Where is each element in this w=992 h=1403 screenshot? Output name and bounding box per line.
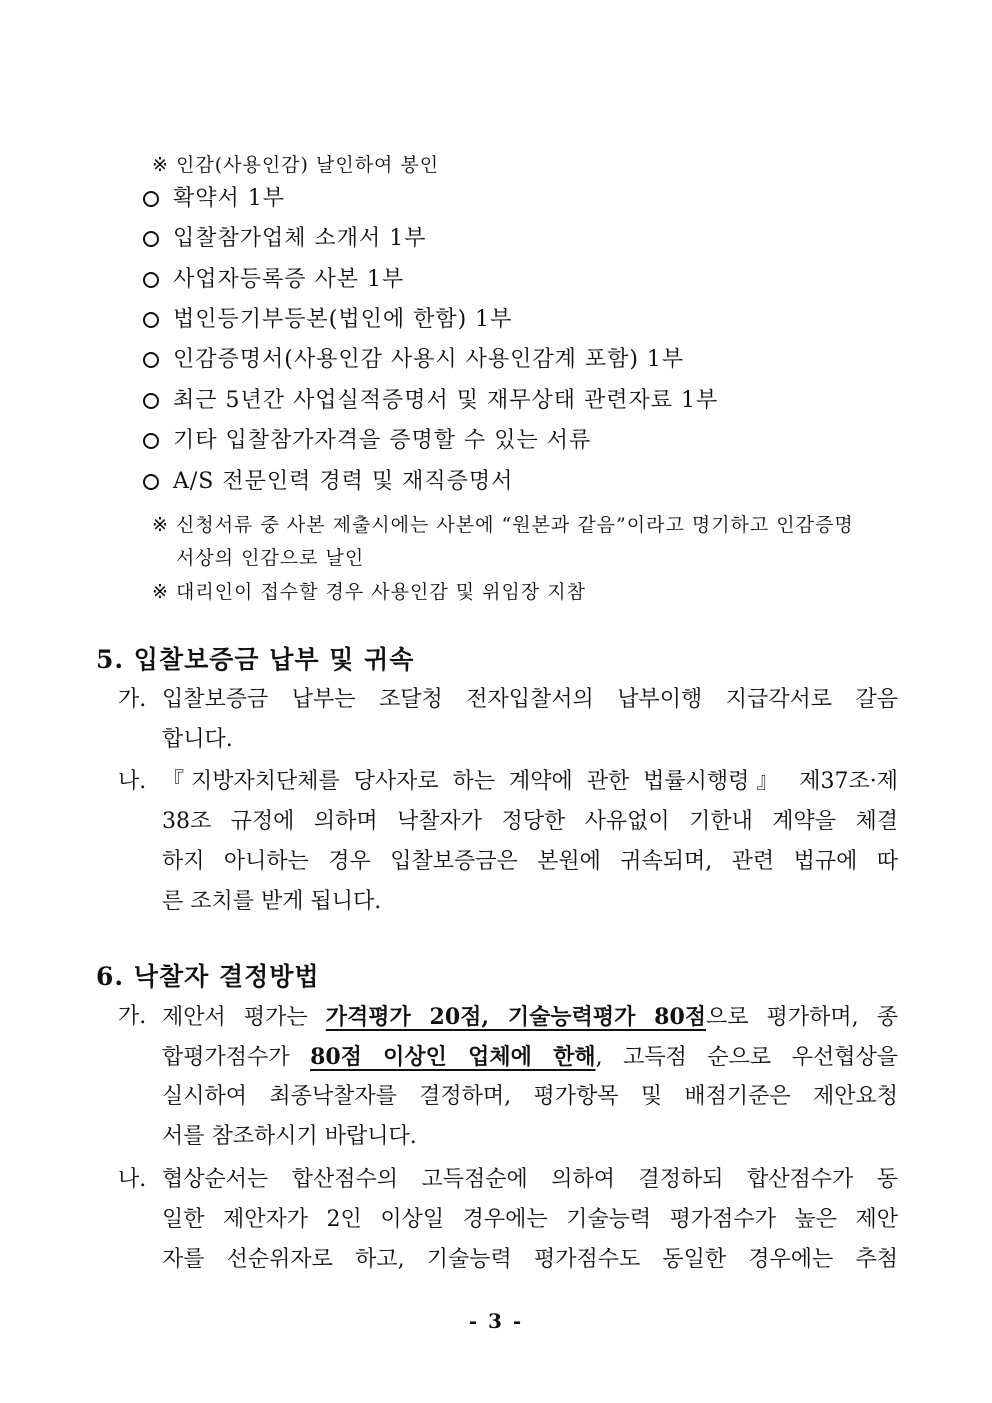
circle-bullet-icon — [143, 272, 159, 288]
list-item: 확약서 1부 — [143, 185, 285, 213]
copy-note-line1: 신청서류 중 사본 제출시에는 사본에 “원본과 같음”이라고 명기하고 인감증명 — [176, 514, 854, 536]
circle-bullet-icon — [143, 352, 159, 368]
circle-bullet-icon — [143, 312, 159, 328]
copy-note: ※ 신청서류 중 사본 제출시에는 사본에 “원본과 같음”이라고 명기하고 인감증명 — [152, 514, 854, 536]
list-item: 기타 입찰참가자격을 증명할 수 있는 서류 — [143, 427, 591, 455]
list-item: A/S 전문인력 경력 및 재직증명서 — [143, 468, 513, 496]
agent-note-text: 대리인이 접수할 경우 사용인감 및 위임장 지참 — [176, 581, 586, 603]
section-5-item-a: 가. 입찰보증금 납부는 조달청 전자입찰서의 납부이행 지급각서로 갈음 합니다. — [118, 687, 898, 752]
circle-bullet-icon — [143, 191, 159, 207]
seal-note — [152, 150, 439, 177]
list-item: 최근 5년간 사업실적증명서 및 재무상태 관련자료 1부 — [143, 387, 718, 415]
section-6-item-a: 가. 제안서 평가는 가격평가 20점, 기술능력평가 80점으로 평가하며, 종 합평가점수가 80점 이상인 업체에 한해, 고득점 순으로 우선협상을 실시하여 최종낙찰자를 결정하며, 평가항목 및 배점기준은 제안요청 서를 참조하시기 바랍니다. — [118, 1004, 899, 1149]
section-6-title: 6. 낙찰자 결정방법 — [96, 962, 320, 991]
page-number: - 3 - — [468, 1309, 524, 1333]
list-item: 법인등기부등본(법인에 한함) 1부 — [143, 306, 512, 334]
seal-note-text: 인감(사용인감) 날인하여 봉인 — [176, 154, 440, 176]
circle-bullet-icon — [143, 474, 159, 490]
score-weights-highlight: 가격평가 20점, 기술능력평가 80점 — [325, 1004, 707, 1030]
list-item: 입찰참가업체 소개서 1부 — [143, 225, 427, 253]
list-item: 사업자등록증 사본 1부 — [143, 266, 404, 294]
section-6-item-b: 나. 협상순서는 합산점수의 고득점순에 의하여 결정하되 합산점수가 동 일한 제안자가 2인 이상일 경우에는 기술능력 평가점수가 높은 제안 자를 선순위자로 하고, 기술능력 평가점수도 동일한 경우에는 추첨 — [118, 1167, 898, 1272]
circle-bullet-icon — [143, 433, 159, 449]
note-mark: ※ — [152, 154, 169, 176]
circle-bullet-icon — [143, 231, 159, 247]
agent-note: ※ 대리인이 접수할 경우 사용인감 및 위임장 지참 — [152, 581, 586, 603]
circle-bullet-icon — [143, 393, 159, 409]
copy-note-line2: 서상의 인감으로 날인 — [176, 547, 365, 569]
section-5-title: 5. 입찰보증금 납부 및 귀속 — [96, 645, 415, 674]
section-5-item-b: 나. 『지방자치단체를 당사자로 하는 계약에 관한 법률시행령』 제37조·제 38조 규정에 의하며 낙찰자가 정당한 사유없이 기한내 계약을 체결 하지 아니하는 경우 입찰보증금은 본원에 귀속되며, 관련 법규에 따 른 조치를 받게 됩니다. — [118, 769, 898, 914]
list-item: 인감증명서(사용인감 사용시 사용인감계 포함) 1부 — [143, 346, 684, 374]
threshold-highlight: 80점 이상인 업체에 한해 — [310, 1044, 596, 1070]
